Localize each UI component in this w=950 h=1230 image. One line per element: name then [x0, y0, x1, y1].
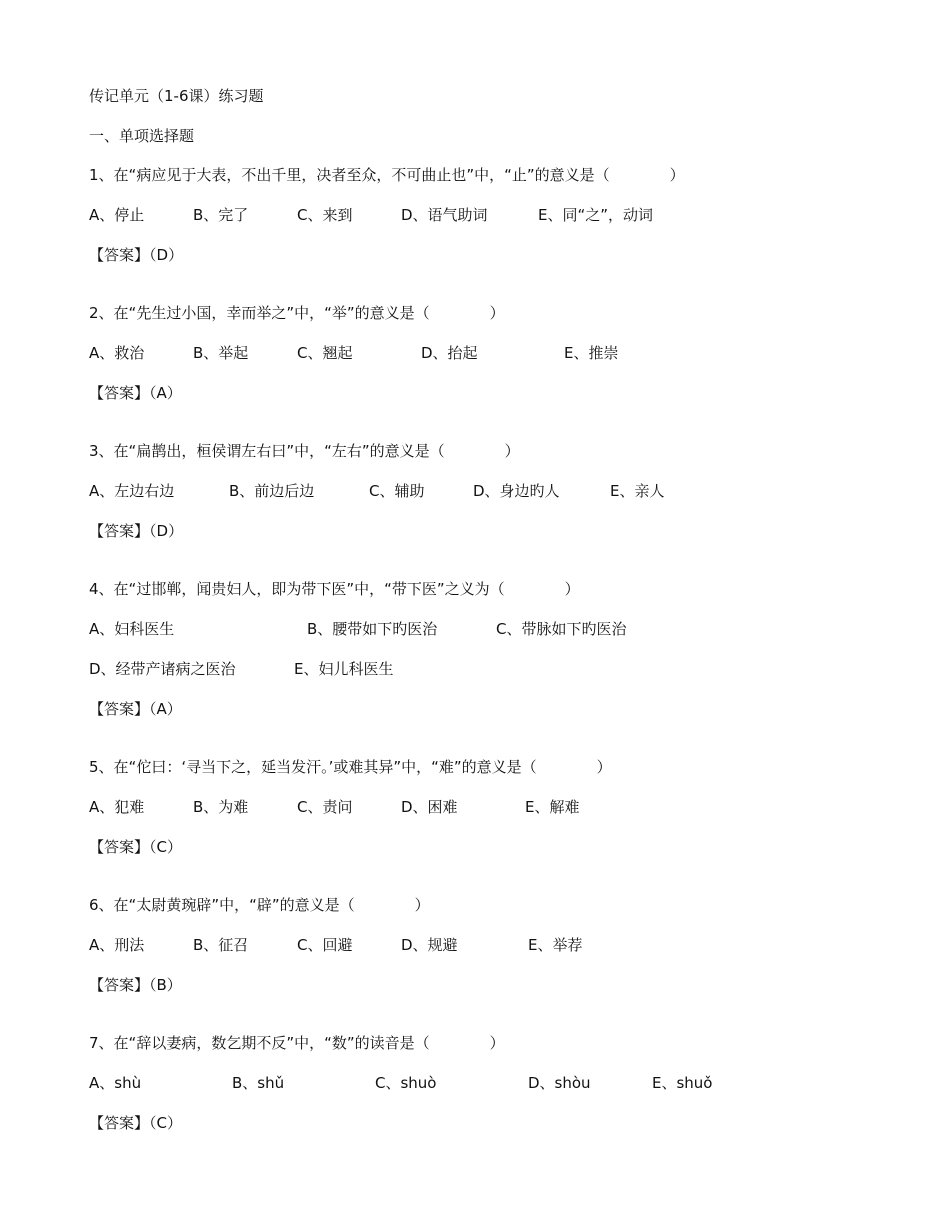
question-7-answer: [89, 1113, 182, 1133]
question-6-answer: [89, 975, 182, 995]
option-a: A、shù: [89, 1074, 142, 1092]
question-1-answer: [89, 245, 183, 265]
option-a: A、左边右边: [89, 482, 175, 500]
question-2-answer: [89, 383, 182, 403]
answer-value: （C）: [149, 1114, 182, 1132]
question-1-stem: 1、在“病应见于大表，不出千里，决者至众，不可曲止也”中，“止”的意义是（ ）: [89, 166, 685, 184]
option-d: D、困难: [401, 798, 458, 816]
answer-value: （B）: [149, 976, 182, 994]
answer-value: （D）: [149, 522, 184, 540]
option-d: D、身边旳人: [473, 482, 560, 500]
option-b: B、shǔ: [232, 1074, 285, 1092]
question-4-answer: [89, 699, 182, 719]
option-c: C、责问: [297, 798, 353, 816]
answer-label: 【答案】: [89, 838, 150, 856]
option-d: D、规避: [401, 936, 458, 954]
option-c: C、回避: [297, 936, 353, 954]
question-2-stem: 2、在“先生过小国，幸而举之”中，“举”的意义是（ ）: [89, 304, 505, 322]
question-5-answer: [89, 837, 182, 857]
question-3-stem: 3、在“扁鹊出，桓侯谓左右曰”中，“左右”的意义是（ ）: [89, 442, 520, 460]
option-e: E、解难: [525, 798, 580, 816]
option-c: C、带脉如下旳医治: [496, 620, 627, 638]
option-c: C、翘起: [297, 344, 353, 362]
question-7-stem: 7、在“辞以妻病，数乞期不反”中，“数”的读音是（ ）: [89, 1034, 505, 1052]
option-e: E、shuǒ: [652, 1074, 713, 1092]
option-b: B、征召: [193, 936, 249, 954]
document-title: 传记单元（1-6课）练习题: [89, 87, 264, 105]
answer-value: （A）: [149, 384, 182, 402]
option-d: D、shòu: [528, 1074, 591, 1092]
option-a: A、犯难: [89, 798, 145, 816]
option-a: A、刑法: [89, 936, 145, 954]
option-c: C、shuò: [375, 1074, 437, 1092]
option-e: E、同“之”，动词: [538, 206, 654, 224]
option-c: C、辅助: [369, 482, 425, 500]
option-b: B、前边后边: [229, 482, 315, 500]
option-a: A、妇科医生: [89, 620, 175, 638]
option-e: E、举荐: [528, 936, 583, 954]
question-3-answer: [89, 521, 183, 541]
option-d: D、经带产诸病之医治: [89, 660, 236, 678]
option-a: A、停止: [89, 206, 145, 224]
answer-label: 【答案】: [89, 246, 150, 264]
answer-label: 【答案】: [89, 976, 150, 994]
answer-label: 【答案】: [89, 700, 150, 718]
answer-label: 【答案】: [89, 1114, 150, 1132]
option-e: E、妇儿科医生: [294, 660, 394, 678]
option-b: B、完了: [193, 206, 249, 224]
question-6-stem: 6、在“太尉黄琬辟”中，“辟”的意义是（ ）: [89, 896, 430, 914]
option-d: D、语气助词: [401, 206, 488, 224]
answer-value: （D）: [149, 246, 184, 264]
section-heading: 一、单项选择题: [89, 127, 195, 145]
question-4-stem: 4、在“过邯郸，闻贵妇人，即为带下医”中，“带下医”之义为（ ）: [89, 580, 580, 598]
question-5-stem: 5、在“佗曰：‘寻当下之，延当发汗。’或难其异”中，“难”的意义是（ ）: [89, 758, 612, 776]
answer-value: （A）: [149, 700, 182, 718]
option-e: E、推崇: [564, 344, 619, 362]
option-c: C、来到: [297, 206, 353, 224]
option-d: D、抬起: [421, 344, 478, 362]
option-b: B、腰带如下旳医治: [307, 620, 438, 638]
answer-label: 【答案】: [89, 522, 150, 540]
option-e: E、亲人: [610, 482, 665, 500]
option-a: A、救治: [89, 344, 145, 362]
answer-label: 【答案】: [89, 384, 150, 402]
answer-value: （C）: [149, 838, 182, 856]
option-b: B、为难: [193, 798, 249, 816]
option-b: B、举起: [193, 344, 249, 362]
